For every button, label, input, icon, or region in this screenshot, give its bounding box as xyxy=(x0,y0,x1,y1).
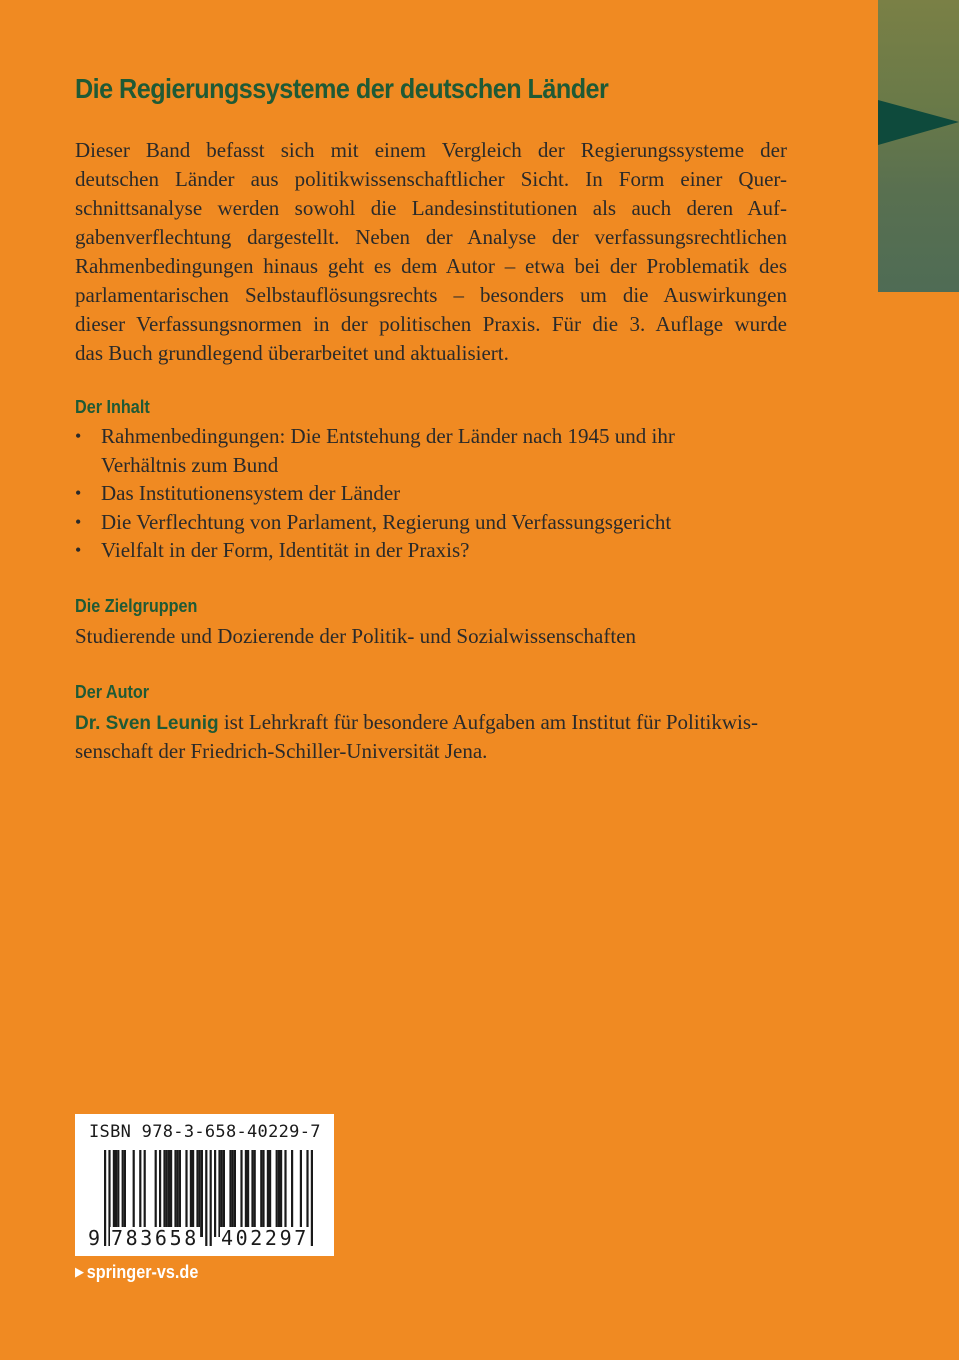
barcode-bar xyxy=(223,1150,225,1237)
barcode-bar xyxy=(113,1150,115,1237)
list-item xyxy=(75,422,787,479)
barcode-bar xyxy=(262,1150,264,1237)
barcode-bar xyxy=(291,1150,293,1237)
barcode-bar xyxy=(269,1150,271,1237)
barcode-bar xyxy=(300,1150,302,1237)
author-bio xyxy=(75,708,758,738)
barcode-bar xyxy=(234,1150,236,1237)
barcode-bar xyxy=(247,1150,249,1237)
barcode-bar xyxy=(210,1150,212,1246)
barcode-bar xyxy=(201,1150,203,1237)
audience-text: Studierende und Dozierende der Politik- und Sozialwissenschaften xyxy=(75,624,637,648)
list-item xyxy=(75,536,787,565)
arrow-right-icon: ▶ xyxy=(75,1264,84,1279)
contents-list xyxy=(75,422,787,565)
bullet-icon: • xyxy=(75,483,82,503)
bullet-icon: • xyxy=(75,511,82,532)
audience-heading: Die Zielgruppen xyxy=(75,596,198,616)
description-line: Rahmenbedingungen hinaus geht es dem Autor – etwa bei der Problematik des xyxy=(75,254,787,278)
barcode-bar xyxy=(115,1150,117,1237)
barcode-bar xyxy=(179,1150,181,1237)
barcode-bar xyxy=(214,1150,216,1237)
barcode-bar xyxy=(117,1150,119,1237)
author-bio-continued: senschaft der Friedrich-Schiller-Universität Jena. xyxy=(75,739,488,763)
barcode-bar xyxy=(133,1150,135,1237)
barcode-bar xyxy=(199,1150,201,1237)
list-item-text: Das Institutionensystem der Länder xyxy=(101,481,401,505)
barcode-bar xyxy=(276,1150,278,1237)
list-item-text: Verhältnis zum Bund xyxy=(101,452,279,477)
isbn-barcode xyxy=(75,1114,334,1256)
author-heading: Der Autor xyxy=(75,682,150,702)
barcode-bar xyxy=(185,1150,187,1237)
description-line: deutschen Länder aus politikwissenschaftlicher Sicht. In Form einer Quer- xyxy=(75,167,787,191)
description-paragraph xyxy=(75,136,787,368)
description-line: das Buch grundlegend überarbeitet und aktualisiert. xyxy=(75,341,509,365)
barcode-bar xyxy=(104,1150,106,1246)
barcode-bar xyxy=(284,1150,286,1237)
book-title: Die Regierungssysteme der deutschen Länder xyxy=(75,73,609,104)
barcode-bar xyxy=(139,1150,141,1237)
triangle-icon xyxy=(878,0,959,292)
barcode-bar xyxy=(159,1150,161,1237)
contents-heading: Der Inhalt xyxy=(75,397,150,417)
barcode-bar xyxy=(221,1150,223,1237)
barcode-bar xyxy=(260,1150,262,1237)
list-item-text: Die Verflechtung von Parlament, Regierung und Verfassungsgericht xyxy=(101,509,672,534)
description-line: parlamentarischen Selbstauflösungsrechts – besonders um die Auswirkungen xyxy=(75,283,787,307)
barcode-bar xyxy=(205,1150,207,1246)
description-line: gabenverflechtung dargestellt. Neben der Analyse der verfassungsrechtlichen xyxy=(75,225,787,249)
barcode-digits-right: 402297 xyxy=(221,1226,309,1250)
barcode-bar xyxy=(168,1150,170,1237)
barcode-bar xyxy=(232,1150,234,1237)
list-item-text: Vielfalt in der Form, Identität in der Praxis? xyxy=(101,538,470,562)
barcode-bar xyxy=(163,1150,165,1237)
description-line: dieser Verfassungsnormen in der politischen Praxis. Für die 3. Auflage wurde xyxy=(75,312,787,336)
barcode-bar xyxy=(144,1150,146,1237)
barcode-bar xyxy=(174,1150,176,1237)
barcode-bar xyxy=(311,1150,313,1246)
list-item xyxy=(75,479,787,508)
barcode-bar xyxy=(278,1150,280,1237)
barcode-bar xyxy=(177,1150,179,1237)
barcode-bar xyxy=(240,1150,242,1237)
barcode-bar xyxy=(155,1150,157,1237)
barcode-digits-left: 783658 xyxy=(111,1226,199,1250)
author-name: Dr. Sven Leunig xyxy=(75,713,219,734)
barcode-bar xyxy=(196,1150,198,1237)
description-line: Dieser Band befasst sich mit einem Vergleich der Regierungssysteme der xyxy=(75,138,787,162)
barcode-bar xyxy=(251,1150,253,1237)
barcode-bar xyxy=(122,1150,124,1237)
barcode-bar xyxy=(267,1150,269,1237)
barcode-bar xyxy=(190,1150,192,1237)
list-item xyxy=(75,508,787,537)
isbn-label: ISBN 978-3-658-40229-7 xyxy=(89,1122,321,1142)
publisher-url: springer-vs.de xyxy=(86,1262,199,1282)
description-line: schnittsanalyse werden sowohl die Landesinstitutionen als auch deren Auf- xyxy=(75,196,787,220)
barcode-bar xyxy=(192,1150,194,1237)
barcode-bar xyxy=(254,1150,256,1237)
barcode-bar xyxy=(229,1150,231,1237)
bullet-icon: • xyxy=(75,540,82,560)
list-item-text: Rahmenbedingungen: Die Entstehung der Länder nach 1945 und ihr xyxy=(101,424,675,448)
barcode-bar xyxy=(166,1150,168,1237)
barcode-bar xyxy=(170,1150,172,1237)
barcode-digit-first: 9 xyxy=(88,1226,101,1250)
barcode-bar xyxy=(245,1150,247,1237)
author-bio-text: ist Lehrkraft für besondere Aufgaben am Institut für Politikwis- xyxy=(218,710,759,734)
publisher-link[interactable] xyxy=(75,1262,198,1283)
spine-color-block xyxy=(878,0,959,292)
barcode-bar xyxy=(280,1150,282,1237)
bullet-icon: • xyxy=(75,426,82,446)
barcode-bar xyxy=(124,1150,126,1237)
barcode-bar xyxy=(218,1150,220,1237)
